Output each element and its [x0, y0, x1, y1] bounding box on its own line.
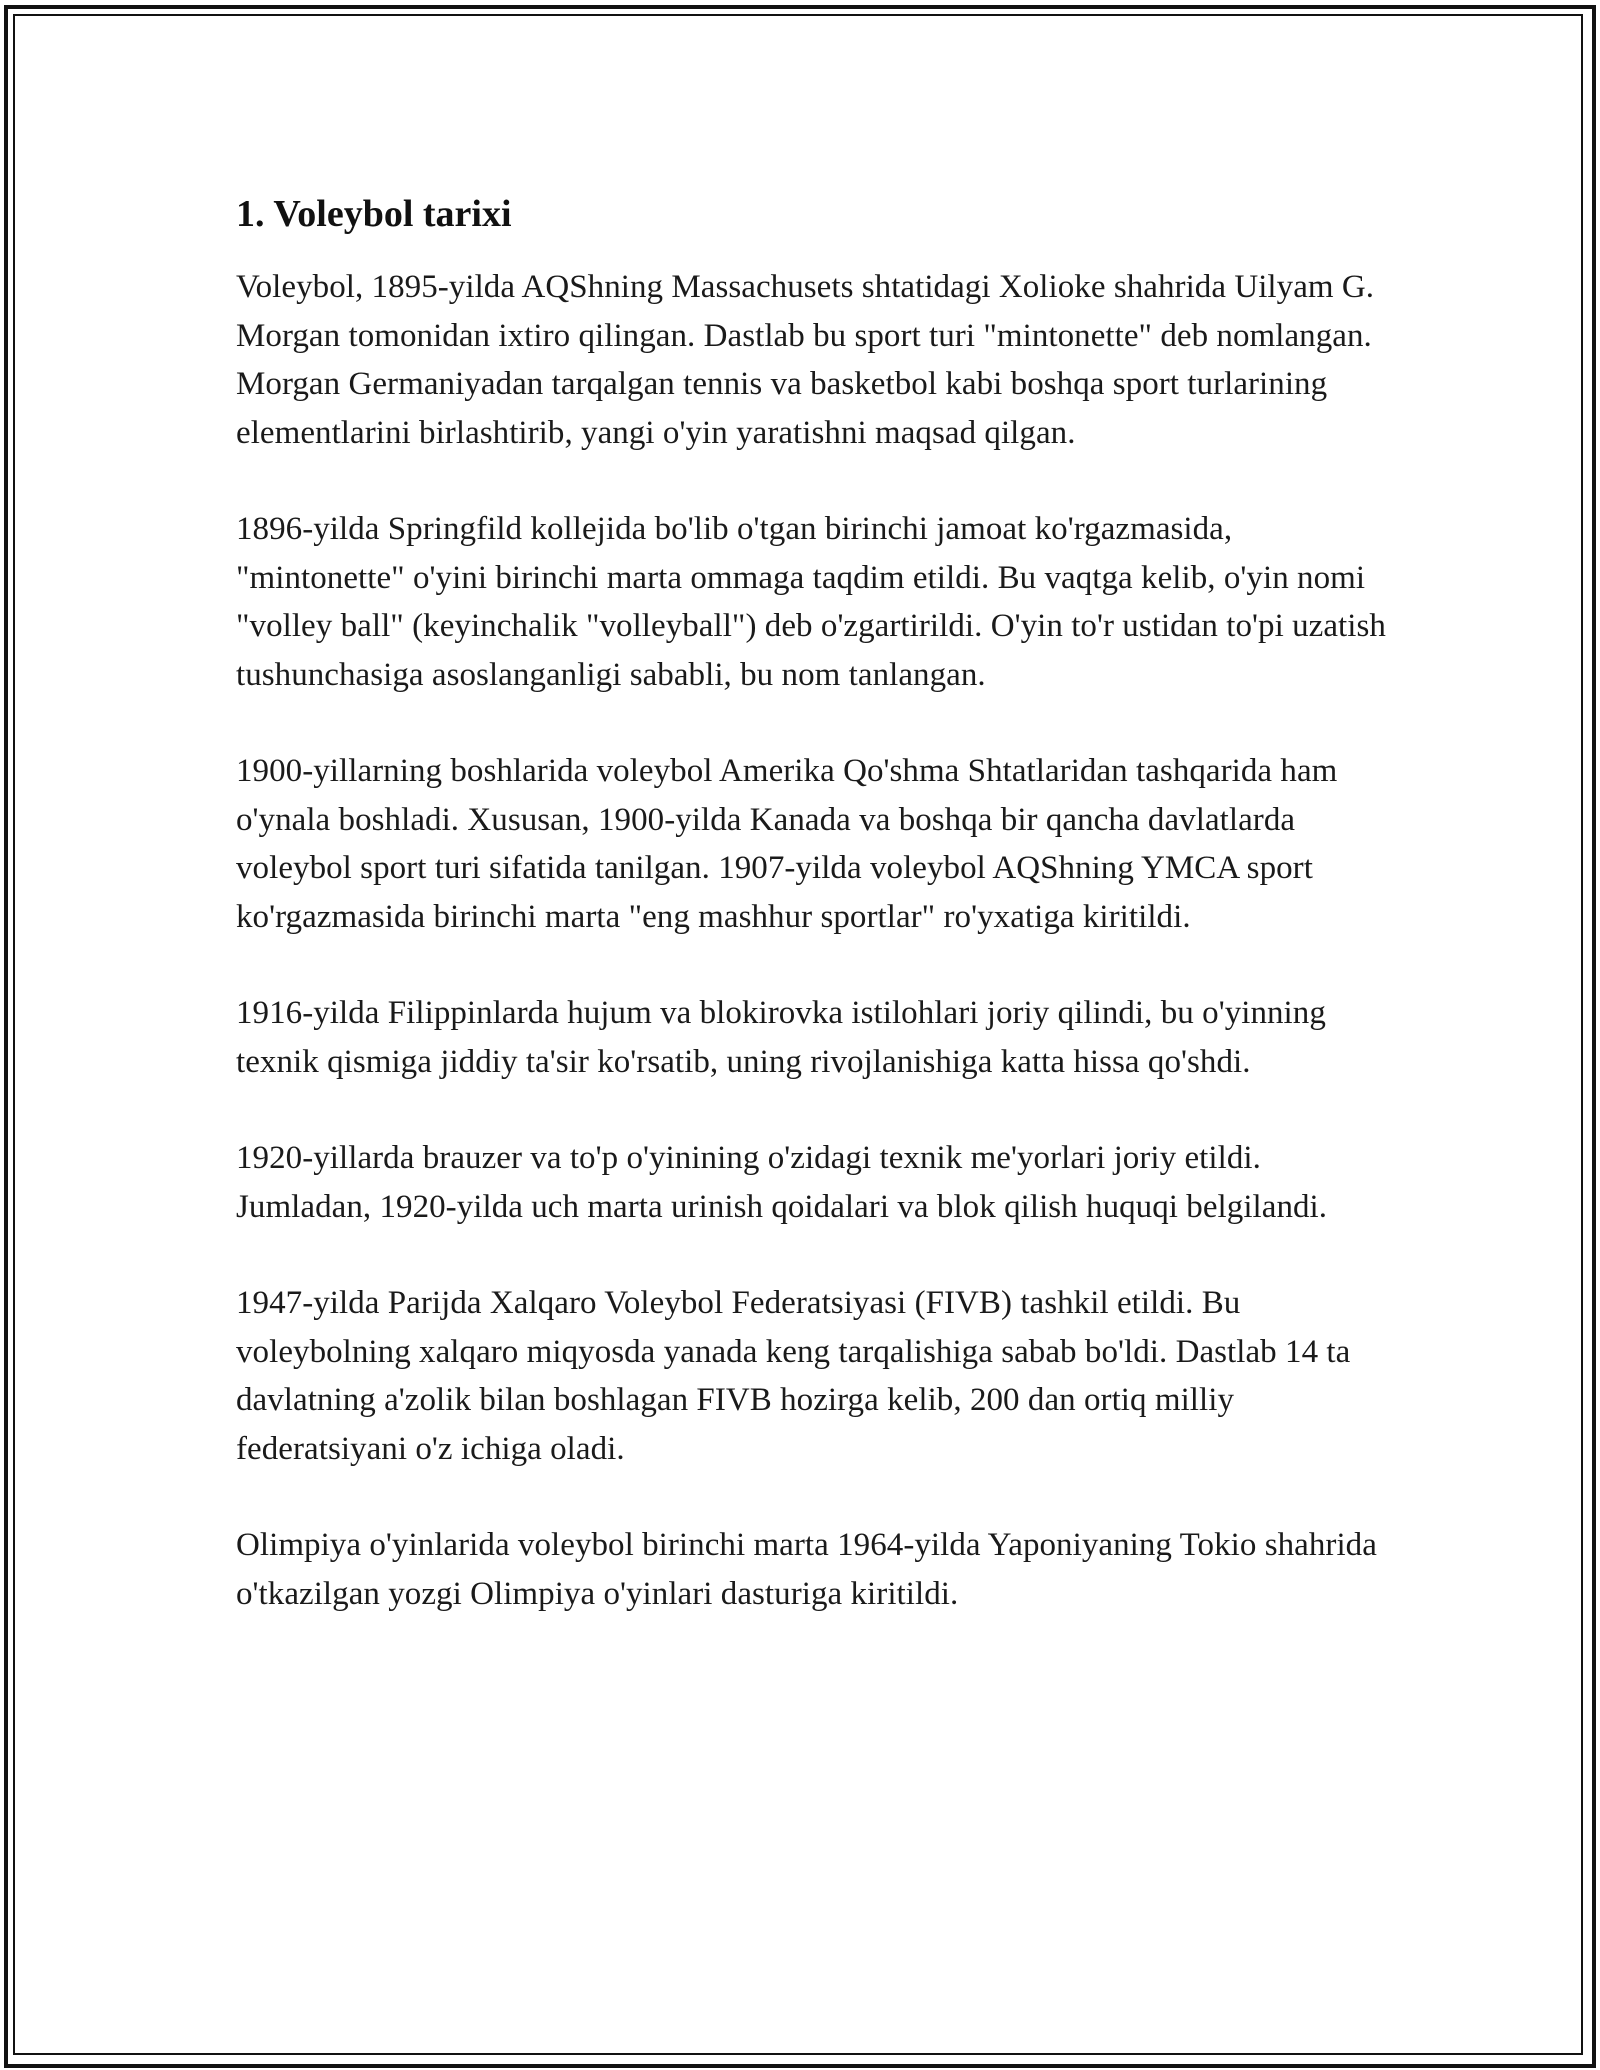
section-heading: 1. Voleybol tarixi — [236, 193, 512, 235]
document-body — [236, 185, 1386, 1666]
paragraph-1920s: 1920-yillarda brauzer va to'p o'yinining o'zidagi texnik me'yorlari joriy etildi. Jumladan, 1920-yilda uch marta urinish qoidalari va blok qilish huquqi belgilandi. — [236, 1140, 1328, 1225]
paragraph-early-1900s: 1900-yillarning boshlarida voleybol Amerika Qo'shma Shtatlaridan tashqarida ham o'ynala boshladi. Xususan, 1900-yilda Kanada va boshqa bir qancha davlatlarda voleybol sport turi sifatida tanilgan. 1907-yilda voleybol AQShning YMCA sport ko'rgazmasida birinchi marta "eng mashhur sportlar" ro'yxatiga kiritildi. — [236, 753, 1338, 935]
paragraph-origin: Voleybol, 1895-yilda AQShning Massachusets shtatidagi Xolioke shahrida Uilyam G. Morgan tomonidan ixtiro qilingan. Dastlab bu sport turi "mintonette" deb nomlangan. Morgan Germaniyadan tarqalgan tennis va basketbol kabi boshqa sport turlarining elementlarini birlashtirib, yangi o'yin yaratishni maqsad qilgan. — [236, 269, 1375, 451]
paragraph-fivb: 1947-yilda Parijda Xalqaro Voleybol Federatsiyasi (FIVB) tashkil etildi. Bu voleybolning xalqaro miqyosda yanada keng tarqalishiga sabab bo'ldi. Dastlab 14 ta davlatning a'zolik bilan boshlagan FIVB hozirga kelib, 200 dan ortiq milliy federatsiyani o'z ichiga oladi. — [236, 1285, 1351, 1467]
paragraph-olympics: Olimpiya o'yinlarida voleybol birinchi marta 1964-yilda Yaponiyaning Tokio shahrida o'tkazilgan yozgi Olimpiya o'yinlari dasturiga kiritildi. — [236, 1527, 1377, 1612]
paragraph-springfield: 1896-yilda Springfild kollejida bo'lib o'tgan birinchi jamoat ko'rgazmasida, "mintonette" o'yini birinchi marta ommaga taqdim etildi. Bu vaqtga kelib, o'yin nomi "volley ball" (keyinchalik "volleyball") deb o'zgartirildi. O'yin to'r ustidan to'pi uzatish tushunchasiga asoslanganligi sababli, bu nom tanlangan. — [236, 511, 1386, 693]
paragraph-philippines: 1916-yilda Filippinlarda hujum va blokirovka istilohlari joriy qilindi, bu o'yinning texnik qismiga jiddiy ta'sir ko'rsatib, uning rivojlanishiga katta hissa qo'shdi. — [236, 995, 1326, 1080]
